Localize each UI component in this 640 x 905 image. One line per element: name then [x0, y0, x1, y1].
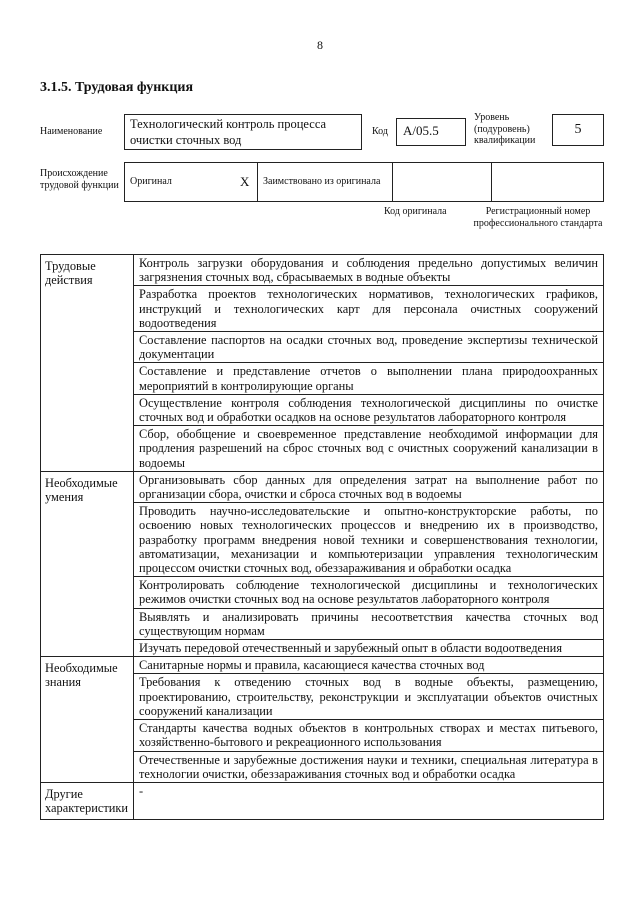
list-item: Контроль загрузки оборудования и соблюдения предельно допустимых величин загрязнения сточных вод, сбрасываемых в водные объекты — [134, 255, 604, 286]
list-item: Разработка проектов технологических нормативов, технологических графиков, инструкций и технологических карт для персонала очистных сооружений водоотведения — [134, 286, 604, 332]
list-item: Осуществление контроля соблюдения технологической дисциплины по очистке сточных вод и обработки осадков на основе результатов лабораторного контроля — [134, 394, 604, 425]
original-mark: X — [235, 163, 258, 202]
borrowed-label: Заимствовано из оригинала — [258, 163, 393, 202]
list-item: Выявлять и анализировать причины несоответствия качества сточных вод существующим нормам — [134, 608, 604, 639]
level-box: 5 — [552, 114, 604, 146]
level-label: Уровень (подуровень) квалификации — [474, 112, 536, 146]
code-original-cell — [393, 163, 492, 202]
list-item: Отечественные и зарубежные достижения науки и техники, специальная литература в технологии очистки, обеззараживания сточных вод и обработки осадка — [134, 751, 604, 782]
section-category: Другие характеристики — [41, 782, 134, 819]
reg-number-caption: Регистрационный номер профессионального стандарта — [473, 206, 603, 229]
list-item: Составление паспортов на осадки сточных вод, проведение экспертизы технической документации — [134, 332, 604, 363]
original-label: Оригинал — [125, 163, 236, 202]
list-item: Сбор, обобщение и своевременное представление необходимой информации для продления разрешений на сброс сточных вод с очистных сооружений канализации в водоемы — [134, 426, 604, 472]
list-item: Стандарты качества водных объектов в контрольных створах и местах питьевого, хозяйственно-бытового и рекреационного использования — [134, 720, 604, 751]
list-item: Проводить научно-исследовательские и опытно-конструкторские работы, по освоению новых технологических процессов и внедрению их в производство, разработку программ внедрения новой техники и совершенствования технологии, автоматизации, механизации и компьютеризации управления технологическим процессом очистки сточных вод, обеззараживания и обработки осадка — [134, 503, 604, 577]
reg-number-cell — [492, 163, 604, 202]
table-row — [41, 657, 604, 674]
list-item: Санитарные нормы и правила, касающиеся качества сточных вод — [134, 657, 604, 674]
table-row — [41, 471, 604, 502]
section-title: 3.1.5. Трудовая функция — [40, 80, 194, 95]
list-item: Организовывать сбор данных для определения затрат на выполнение работ по организации сбора, очистки и сброса сточных вод в водоемы — [134, 471, 604, 502]
function-name-box: Технологический контроль процесса очистки сточных вод — [124, 114, 362, 150]
table-row — [41, 782, 604, 819]
list-item: - — [134, 782, 604, 819]
list-item: Составление и представление отчетов о выполнении плана природоохранных мероприятий в контролирующие органы — [134, 363, 604, 394]
list-item: Контролировать соблюдение технологической дисциплины и технологических режимов очистки сточных вод на основе результатов лабораторного контроля — [134, 577, 604, 608]
code-label: Код — [372, 126, 388, 137]
origin-label: Происхождение трудовой функции — [40, 168, 119, 191]
page-number: 8 — [317, 38, 323, 52]
origin-table — [124, 162, 604, 202]
code-box: А/05.5 — [396, 118, 466, 146]
table-row — [41, 255, 604, 286]
list-item: Требования к отведению сточных вод в водные объекты, размещению, проектированию, строительству, реконструкции и эксплуатации объектов очистных сооружений канализации — [134, 674, 604, 720]
section-category: Необходимые умения — [41, 471, 134, 656]
section-category: Трудовые действия — [41, 255, 134, 472]
section-category: Необходимые знания — [41, 657, 134, 783]
list-item: Изучать передовой отечественный и зарубежный опыт в области водоотведения — [134, 640, 604, 657]
name-label: Наименование — [40, 126, 103, 137]
function-details-table — [40, 254, 604, 820]
code-original-caption: Код оригинала — [384, 206, 447, 217]
